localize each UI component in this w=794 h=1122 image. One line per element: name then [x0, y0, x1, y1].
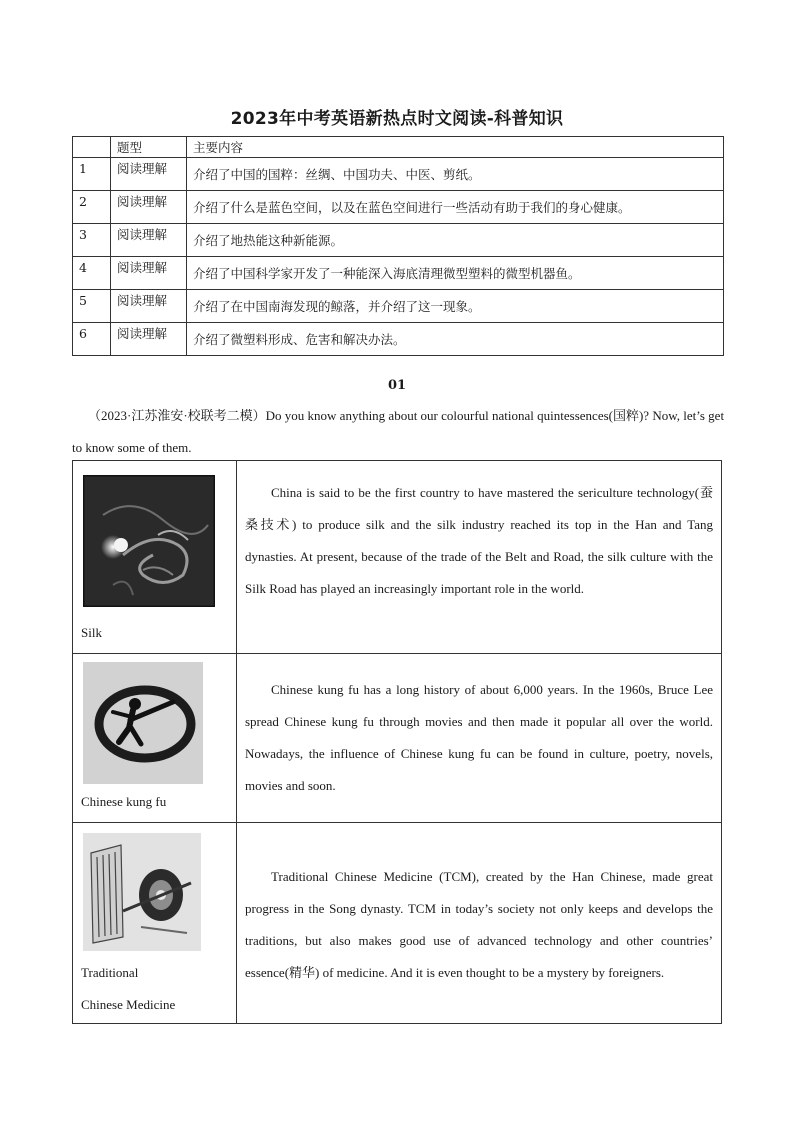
culture-cell-left	[73, 654, 237, 823]
table-row	[73, 290, 724, 323]
row-content-text: 介绍了什么是蓝色空间，以及在蓝色空间进行一些活动有助于我们的身心健康。	[193, 200, 631, 215]
culture-text: Traditional Chinese Medicine (TCM), created by the Han Chinese, made great progress in the Song dynasty. TCM in today’s society not only keeps and develops the traditions, but also makes good use of advanced technology and other countries’ essence(精华) of medicine. And it is even thought to be a mystery by foreigners.	[237, 823, 722, 1024]
row-number: 3	[73, 224, 111, 257]
row-content	[187, 224, 724, 257]
culture-table	[72, 460, 722, 1024]
row-content	[187, 323, 724, 356]
row-content-text: 介绍了地热能这种新能源。	[193, 233, 344, 248]
summary-table	[72, 136, 724, 356]
culture-row-silk	[73, 461, 722, 654]
table-row	[73, 257, 724, 290]
culture-label: Traditional	[81, 965, 139, 980]
row-type: 阅读理解	[111, 257, 187, 290]
row-number: 6	[73, 323, 111, 356]
row-number: 1	[73, 158, 111, 191]
silk-image	[83, 475, 215, 607]
row-type: 阅读理解	[111, 158, 187, 191]
table-row	[73, 323, 724, 356]
table-row	[73, 191, 724, 224]
culture-text: Chinese kung fu has a long history of about 6,000 years. In the 1960s, Bruce Lee spread Chinese kung fu through movies and then made it popular all over the world. Nowadays, the influence of Chinese kung fu can be found in culture, poetry, novels, movies and soon.	[237, 654, 722, 823]
section-intro: （2023·江苏淮安·校联考二模）Do you know anything about our colourful national quintessences(国粹)? Now, let’s get to know some of them.	[72, 408, 725, 455]
section-number: 01	[387, 378, 407, 393]
header-number	[73, 137, 111, 158]
row-type: 阅读理解	[111, 323, 187, 356]
row-content-text: 介绍了微塑料形成、危害和解决办法。	[193, 332, 406, 347]
culture-cell-left	[73, 461, 237, 654]
row-number: 4	[73, 257, 111, 290]
row-number: 2	[73, 191, 111, 224]
row-content-text: 介绍了中国的国粹：丝绸、中国功夫、中医、剪纸。	[193, 167, 481, 182]
row-content	[187, 191, 724, 224]
culture-label: Silk	[81, 625, 102, 640]
medicine-image	[83, 833, 201, 951]
row-content-text: 介绍了中国科学家开发了一种能深入海底清理微型塑料的微型机器鱼。	[193, 266, 581, 281]
header-content: 主要内容	[187, 137, 724, 158]
table-row	[73, 158, 724, 191]
row-content	[187, 257, 724, 290]
culture-row-kungfu	[73, 654, 722, 823]
kungfu-image	[83, 662, 203, 784]
culture-text: China is said to be the first country to have mastered the sericulture technology(蚕桑技术) to produce silk and the silk industry reached its top in the Han and Tang dynasties. At present, because of the trade of the Belt and Road, the silk culture with the Silk Road has played an increasingly important role in the world.	[237, 461, 722, 654]
row-content-text: 介绍了在中国南海发现的鲸落，并介绍了这一现象。	[193, 299, 481, 314]
summary-header-row	[73, 137, 724, 158]
row-type: 阅读理解	[111, 290, 187, 323]
row-number: 5	[73, 290, 111, 323]
row-type: 阅读理解	[111, 224, 187, 257]
page-title: 2023年中考英语新热点时文阅读-科普知识	[230, 109, 564, 129]
culture-label-line2: Chinese Medicine	[81, 997, 176, 1012]
row-type: 阅读理解	[111, 191, 187, 224]
table-row	[73, 224, 724, 257]
row-content	[187, 290, 724, 323]
culture-cell-left	[73, 823, 237, 1024]
header-type: 题型	[111, 137, 187, 158]
culture-row-tcm	[73, 823, 722, 1024]
culture-label: Chinese kung fu	[81, 794, 167, 809]
row-content	[187, 158, 724, 191]
